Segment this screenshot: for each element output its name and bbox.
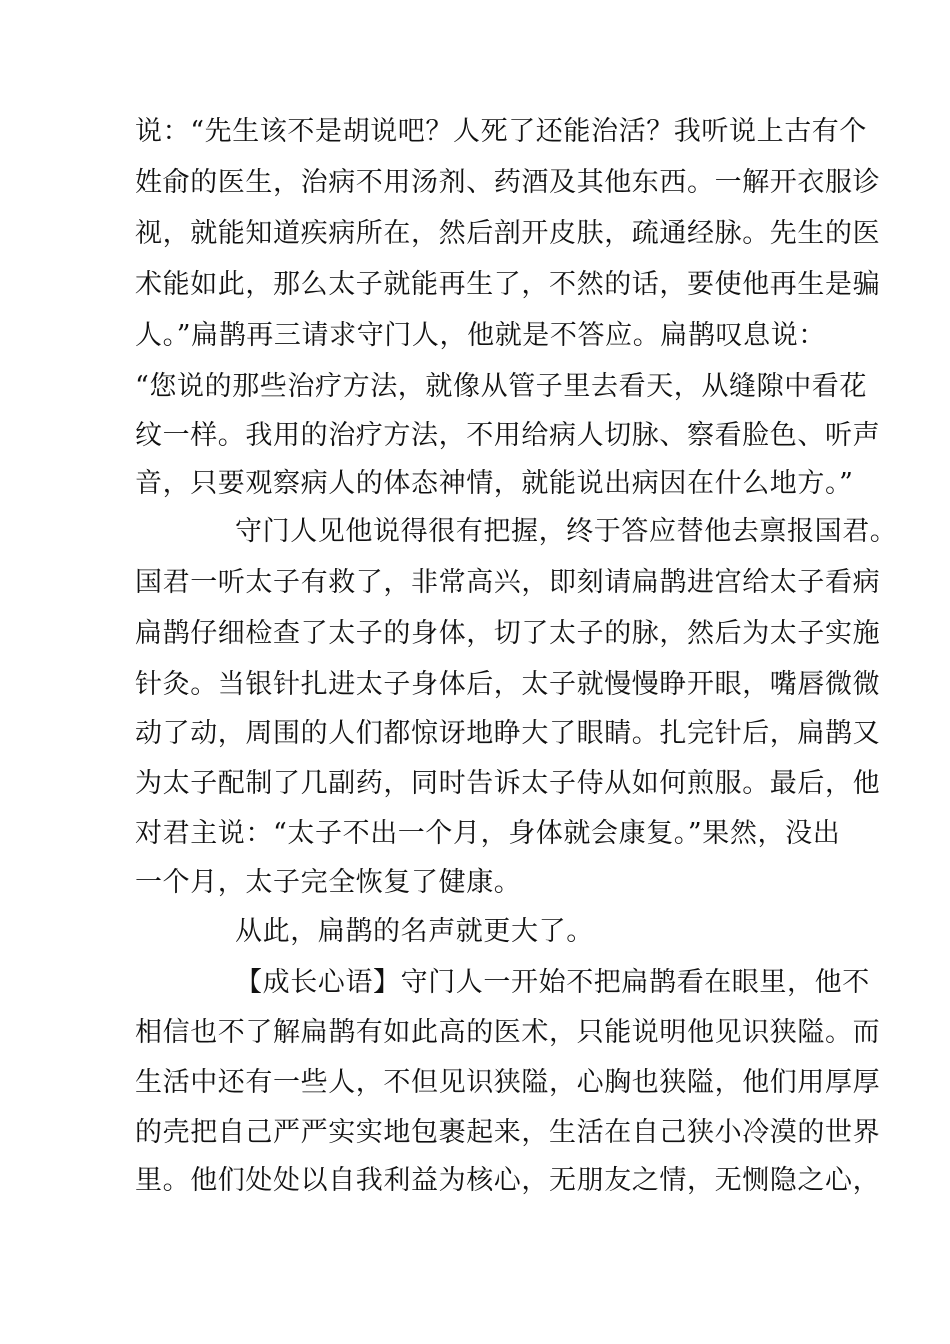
text-line: 对君主说：“太子不出一个月，身体就会康复。”果然，没出 <box>135 818 841 849</box>
paragraph-start-line: 【成长心语】守门人一开始不把扁鹊看在眼里，他不 <box>235 967 870 998</box>
text-line: 里。他们处处以自我利益为核心，无朋友之情，无恻隐之心， <box>135 1165 881 1196</box>
text-line: 视，就能知道疾病所在，然后剖开皮肤，疏通经脉。先生的医 <box>135 218 881 249</box>
text-line: 为太子配制了几副药，同时告诉太子侍从如何煎服。最后，他 <box>135 768 881 799</box>
text-line: 术能如此，那么太子就能再生了，不然的话，要使他再生是骗 <box>135 269 881 300</box>
text-line: “您说的那些治疗方法，就像从管子里去看天，从缝隙中看花 <box>135 371 868 402</box>
text-line: 生活中还有一些人，不但见识狭隘，心胸也狭隘，他们用厚厚 <box>135 1067 881 1098</box>
text-line: 的壳把自己严严实实地包裹起来，生活在自己狭小冷漠的世界 <box>135 1117 881 1148</box>
paragraph-start-line: 从此，扁鹊的名声就更大了。 <box>235 916 594 947</box>
paragraph-start-line: 守门人见他说得很有把握，终于答应替他去禀报国君。 <box>235 516 898 547</box>
text-line: 人。”扁鹊再三请求守门人，他就是不答应。扁鹊叹息说： <box>135 320 826 351</box>
text-line: 说：“先生该不是胡说吧？人死了还能治活？我听说上古有个 <box>135 116 868 147</box>
text-line: 姓俞的医生，治病不用汤剂、药酒及其他东西。一解开衣服诊 <box>135 167 881 198</box>
text-line: 音，只要观察病人的体态神情，就能说出病因在什么地方。” <box>135 468 854 499</box>
text-line: 国君一听太子有救了，非常高兴，即刻请扁鹊进宫给太子看病 <box>135 567 881 598</box>
text-line: 相信也不了解扁鹊有如此高的医术，只能说明他见识狭隘。而 <box>135 1017 881 1048</box>
text-line: 一个月，太子完全恢复了健康。 <box>135 867 522 898</box>
text-line: 纹一样。我用的治疗方法，不用给病人切脉、察看脸色、听声 <box>135 420 881 451</box>
text-line: 扁鹊仔细检查了太子的身体，切了太子的脉，然后为太子实施 <box>135 618 881 649</box>
text-line: 动了动，周围的人们都惊讶地睁大了眼睛。扎完针后，扁鹊又 <box>135 718 881 749</box>
text-line: 针灸。当银针扎进太子身体后，太子就慢慢睁开眼，嘴唇微微 <box>135 669 881 700</box>
